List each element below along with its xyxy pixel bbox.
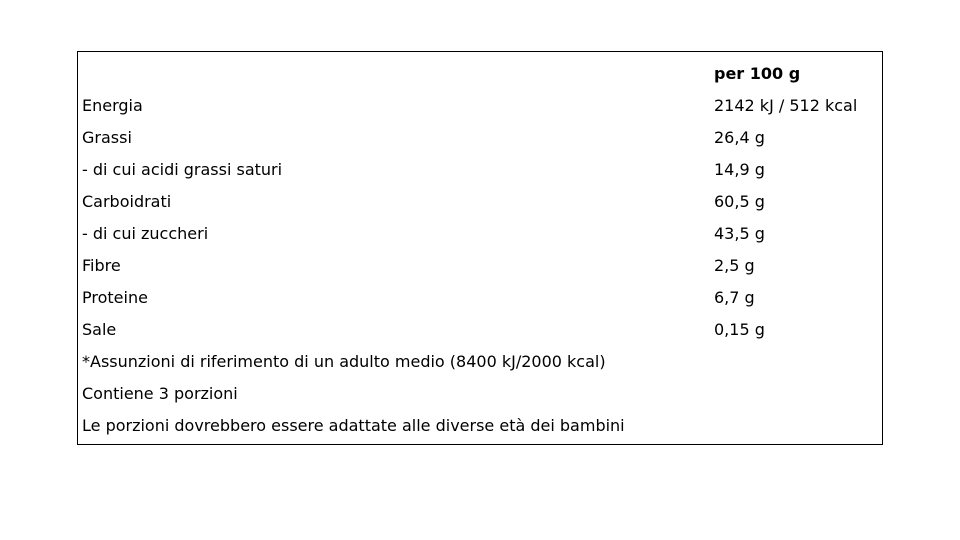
nutrient-name: - di cui acidi grassi saturi <box>82 160 283 179</box>
table-row-acidi-grassi-saturi <box>78 154 882 186</box>
note-reference-intake <box>78 346 882 378</box>
nutrient-name: Grassi <box>82 128 132 147</box>
note-text: *Assunzioni di riferimento di un adulto medio (8400 kJ/2000 kcal) <box>82 352 606 371</box>
note-portions-count <box>78 378 882 410</box>
table-row-sale <box>78 314 882 346</box>
nutrient-value: 2,5 g <box>714 256 755 275</box>
table-row-proteine <box>78 282 882 314</box>
table-row-grassi <box>78 122 882 154</box>
table-row-energia <box>78 90 882 122</box>
nutrient-value: 6,7 g <box>714 288 755 307</box>
table-header-row <box>78 58 882 90</box>
nutrient-value: 43,5 g <box>714 224 765 243</box>
nutrient-value: 14,9 g <box>714 160 765 179</box>
nutrient-name: Fibre <box>82 256 121 275</box>
nutrient-value: 26,4 g <box>714 128 765 147</box>
nutrient-name: Proteine <box>82 288 148 307</box>
nutrient-value: 2142 kJ / 512 kcal <box>714 96 858 115</box>
table-row-zuccheri <box>78 218 882 250</box>
nutrition-table <box>77 51 883 445</box>
table-row-fibre <box>78 250 882 282</box>
nutrient-name: - di cui zuccheri <box>82 224 209 243</box>
nutrient-name: Sale <box>82 320 117 339</box>
column-header-per-100g: per 100 g <box>714 64 801 83</box>
nutrient-value: 0,15 g <box>714 320 765 339</box>
nutrient-name: Carboidrati <box>82 192 172 211</box>
nutrient-name: Energia <box>82 96 143 115</box>
nutrient-value: 60,5 g <box>714 192 765 211</box>
note-text: Contiene 3 porzioni <box>82 384 238 403</box>
note-text: Le porzioni dovrebbero essere adattate alle diverse età dei bambini <box>82 416 625 435</box>
table-row-carboidrati <box>78 186 882 218</box>
note-portions-children <box>78 410 882 442</box>
